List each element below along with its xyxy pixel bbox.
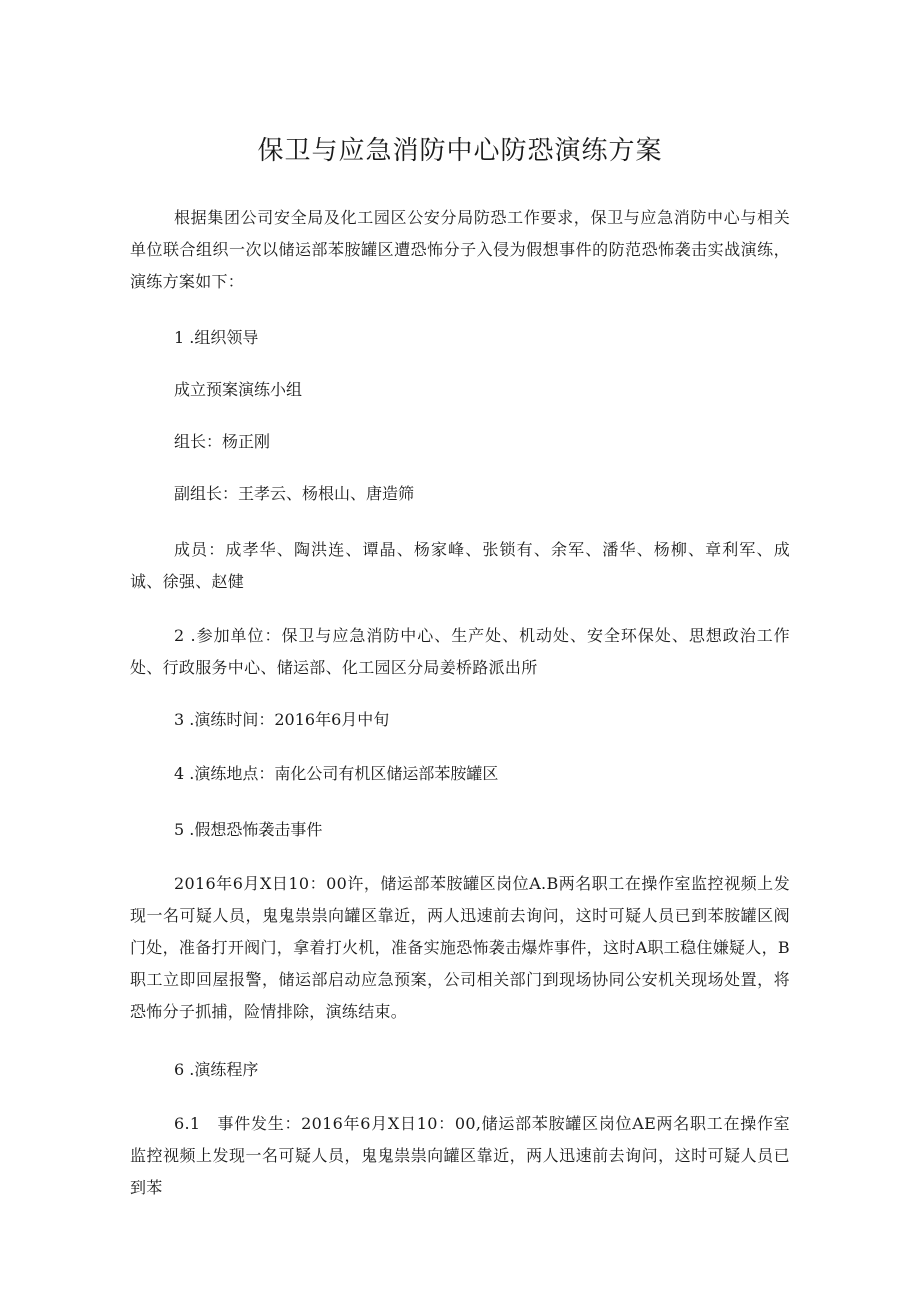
section-6-1-paragraph: 6.1 事件发生：2016年6月X日10：00,储运部苯胺罐区岗位AE两名职工在操作室监控视频上发现一名可疑人员，鬼鬼祟祟向罐区靠近，两人迅速前去询问，这时可疑人员已到苯 bbox=[130, 1114, 790, 1197]
section-2-paragraph: 2 .参加单位：保卫与应急消防中心、生产处、机动处、安全环保处、思想政治工作处、行政服务中心、储运部、化工园区分局姜桥路派出所 bbox=[130, 626, 790, 677]
section-4-line: 4 .演练地点：南化公司有机区储运部苯胺罐区 bbox=[174, 764, 499, 783]
intro-paragraph: 根据集团公司安全局及化工园区公安分局防恐工作要求，保卫与应急消防中心与相关单位联合组织一次以储运部苯胺罐区遭恐怖分子入侵为假想事件的防范恐怖袭击实战演练，演练方案如下： bbox=[130, 208, 790, 291]
section-3-line: 3 .演练时间：2016年6月中旬 bbox=[174, 710, 390, 729]
section-6-heading: 6 .演练程序 bbox=[174, 1060, 259, 1079]
deputy-line: 副组长：王孝云、杨根山、唐造筛 bbox=[174, 484, 415, 503]
document-title: 保卫与应急消防中心防恐演练方案 bbox=[257, 136, 663, 166]
section-1-heading: 1 .组织领导 bbox=[174, 328, 259, 347]
section-5-body: 2016年6月X日10：00许，储运部苯胺罐区岗位A.B两名职工在操作室监控视频上发现一名可疑人员，鬼鬼祟祟向罐区靠近，两人迅速前去询问，这时可疑人员已到苯胺罐区阀门处，准备打开阀门，拿着打火机，准备实施恐怖袭击爆炸事件，这时A职工稳住嫌疑人，B职工立即回屋报警，储运部启动应急预案，公司相关部门到现场协同公安机关现场处置，将恐怖分子抓捕，险情排除，演练结束。 bbox=[130, 874, 790, 1021]
section-5-heading: 5 .假想恐怖袭击事件 bbox=[174, 820, 323, 839]
members-paragraph: 成员：成孝华、陶洪连、谭晶、杨家峰、张锁有、余军、潘华、杨柳、章利军、成诚、徐强、赵健 bbox=[130, 540, 790, 591]
leader-line: 组长：杨正刚 bbox=[174, 432, 271, 451]
group-line: 成立预案演练小组 bbox=[174, 380, 303, 399]
